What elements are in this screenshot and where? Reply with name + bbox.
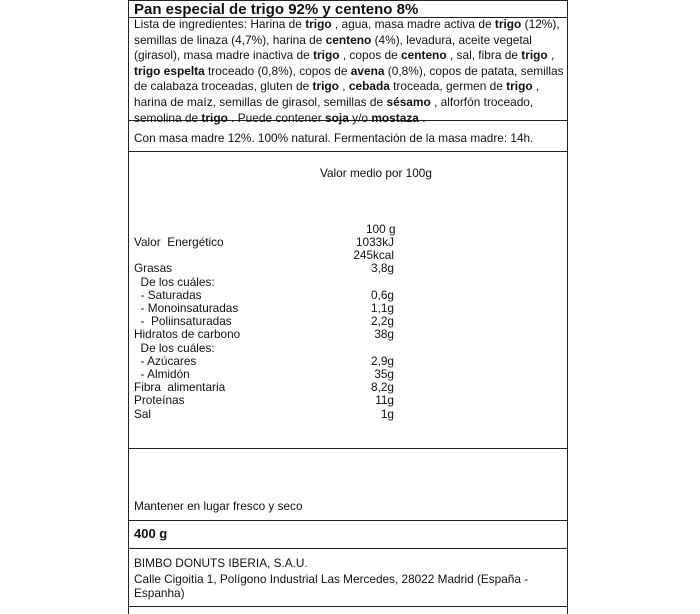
allergen-text: trigo [201, 110, 228, 125]
allergen-text: avena [350, 63, 385, 78]
nutrient-label: Proteínas [134, 393, 185, 408]
nutrition-row [134, 354, 394, 367]
allergen-text: centeno [401, 48, 447, 63]
nutrient-label: De los cuáles: [134, 274, 215, 289]
ingredient-text: (0,8%), copos de patata, semillas de calabaza troceadas, gluten de [134, 63, 564, 94]
nutrient-value: 8,2g [371, 380, 394, 395]
ingredient-text: , copos de [339, 48, 401, 63]
allergen-text: soja [325, 110, 349, 125]
nutrient-label: Hidratos de carbono [134, 327, 241, 342]
bottom-border [128, 606, 568, 607]
nutrition-row [134, 248, 394, 261]
nutrition-row [134, 393, 394, 406]
nutrient-label: - Saturadas [134, 287, 202, 302]
nutrient-label: - Azúcares [134, 353, 197, 368]
nutrient-value: 2,2g [371, 314, 394, 329]
nutrient-label: Fibra alimentaria [134, 380, 226, 395]
nutrition-row [134, 327, 394, 340]
allergen-text: trigo [305, 17, 332, 31]
ingredients-list [134, 17, 564, 126]
nutrient-value: 1033kJ [355, 235, 394, 249]
allergen-text: trigo espelta [134, 63, 205, 78]
allergen-text: cebada [348, 79, 390, 94]
weight-divider [128, 548, 568, 549]
allergen-text: trigo [313, 48, 340, 63]
nutrient-label: - Poliinsaturadas [134, 314, 232, 329]
sourdough-note: Con masa madre 12%. 100% natural. Fermentación de la masa madre: 14h. [134, 131, 534, 145]
ingredient-text: . Puede contener [227, 110, 326, 125]
allergen-text: sésamo [386, 94, 431, 109]
nutrient-value: 2,9g [371, 353, 394, 368]
company-name: BIMBO DONUTS IBERIA, S.A.U. [134, 556, 308, 570]
allergen-text: trigo [521, 48, 548, 63]
nutrient-label: Sal [134, 406, 152, 421]
nutrient-label: - Almidón [134, 367, 190, 381]
ingredient-text: . [418, 110, 426, 125]
ingredient-text: , alforfón troceado, semolina de [134, 94, 534, 125]
nutrient-label: - Monoinsaturadas [134, 301, 239, 315]
nutrition-row [134, 261, 394, 274]
allergen-text: trigo [506, 79, 533, 94]
ingredient-text: , [547, 48, 555, 63]
company-address: Calle Cigoitia 1, Polígono Industrial Las Mercedes, 28022 Madrid (España - Espanha) [134, 572, 529, 600]
nutrient-label: De los cuáles: [134, 340, 215, 355]
nutrient-value: 11g [375, 393, 394, 408]
nutrition-row [134, 367, 394, 380]
nutrient-value: 1g [380, 406, 394, 421]
nutrient-label: Valor Energético [134, 235, 224, 249]
allergen-text: trigo [312, 79, 339, 94]
ingredient-text: troceada, germen de [389, 79, 507, 94]
ingredient-text: y/o [348, 110, 372, 125]
nutrition-row [134, 341, 394, 354]
ingredient-text: , harina de maíz, semillas de girasol, semillas de [134, 79, 540, 109]
ingredient-text: Lista de ingredientes: Harina de [134, 17, 306, 31]
nutrition-row [134, 235, 394, 248]
ingredient-text: , agua, masa madre activa de [331, 17, 495, 31]
allergen-text: centeno [325, 32, 372, 47]
storage-instructions: Mantener en lugar fresco y seco [134, 499, 303, 513]
nutrition-row [134, 314, 394, 327]
nutrition-row [134, 288, 394, 301]
nutrient-value: 0,6g [371, 287, 394, 302]
nutrient-label: Grasas [134, 261, 173, 276]
nutrition-header: Valor medio por 100g [320, 166, 432, 180]
nutrient-value: 245kcal [353, 248, 394, 263]
nutrition-column-header: 100 g [366, 222, 396, 236]
nutrition-divider [128, 448, 568, 449]
ingredient-text: (12%), semillas de linaza (4,7%), harina de [134, 17, 560, 47]
nutrition-row [134, 275, 394, 288]
nutrition-row [134, 301, 394, 314]
ingredient-text: troceado (0,8%), copos de [204, 63, 351, 78]
note-divider [128, 151, 568, 152]
allergen-text: mostaza [371, 110, 419, 125]
nutrient-value: 3,8g [371, 261, 394, 276]
storage-divider [128, 520, 568, 521]
ingredient-text: , sal, fibra de [446, 48, 522, 63]
allergen-text: trigo [494, 17, 522, 31]
nutrition-row [134, 407, 394, 420]
product-title: Pan especial de trigo 92% y centeno 8% [134, 1, 419, 18]
net-weight: 400 g [134, 526, 168, 541]
nutrient-value: 1,1g [371, 301, 394, 315]
ingredient-text: (4%), levadura, aceite vegetal (girasol), masa madre inactiva de [134, 32, 532, 63]
ingredient-text: , [338, 79, 349, 94]
nutrition-row [134, 380, 394, 393]
nutrient-value: 35g [374, 367, 394, 381]
nutrient-value: 38g [374, 327, 394, 342]
